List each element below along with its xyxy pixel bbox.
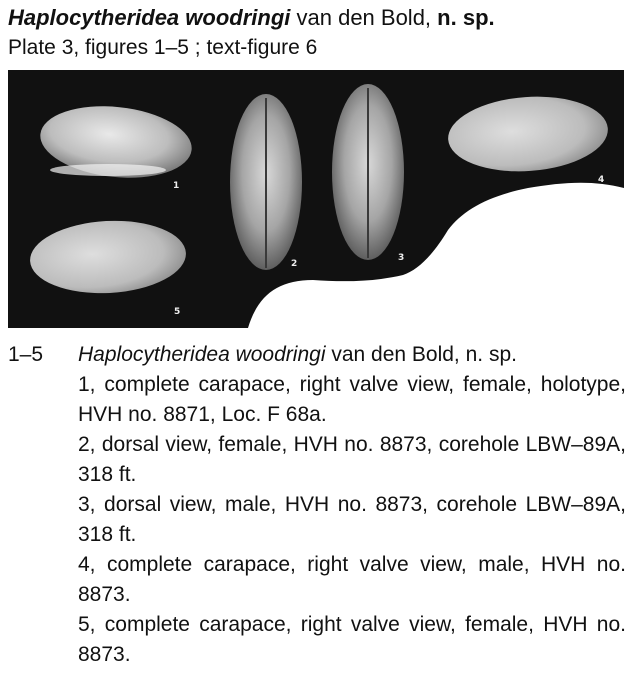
specimen-2	[230, 94, 302, 270]
plate-photograph	[8, 70, 624, 328]
caption-item-4: 4, complete carapace, right valve view, male, HVH no. 8873.	[78, 553, 626, 606]
figure-label-5: 5	[174, 307, 181, 317]
caption-item-5: 5, complete carapace, right valve view, female, HVH no. 8873.	[78, 613, 626, 666]
caption-figure-range: 1–5	[8, 343, 44, 366]
species-name: Haplocytheridea woodringi	[8, 5, 291, 30]
caption-species: Haplocytheridea woodringi	[78, 343, 326, 366]
species-author: van den Bold,	[296, 5, 432, 30]
caption-item-1: 1, complete carapace, right valve view, female, holotype, HVH no. 8871, Loc. F 68a.	[78, 373, 626, 426]
figure-label-4: 4	[598, 175, 605, 185]
caption-heading	[78, 340, 517, 370]
caption-item-2: 2, dorsal view, female, HVH no. 8873, corehole LBW–89A, 318 ft.	[78, 433, 626, 486]
caption-author: van den Bold, n. sp.	[331, 343, 517, 366]
figure-label-1: 1	[173, 181, 180, 191]
plate-reference: Plate 3, figures 1–5 ; text-figure 6	[8, 36, 318, 59]
figure-label-2: 2	[291, 259, 298, 269]
figure-label-3: 3	[398, 253, 405, 263]
caption-items	[78, 370, 626, 670]
new-species-marker: n. sp.	[437, 5, 495, 30]
caption-item-3: 3, dorsal view, male, HVH no. 8873, corehole LBW–89A, 318 ft.	[78, 493, 626, 546]
species-title	[8, 4, 495, 32]
